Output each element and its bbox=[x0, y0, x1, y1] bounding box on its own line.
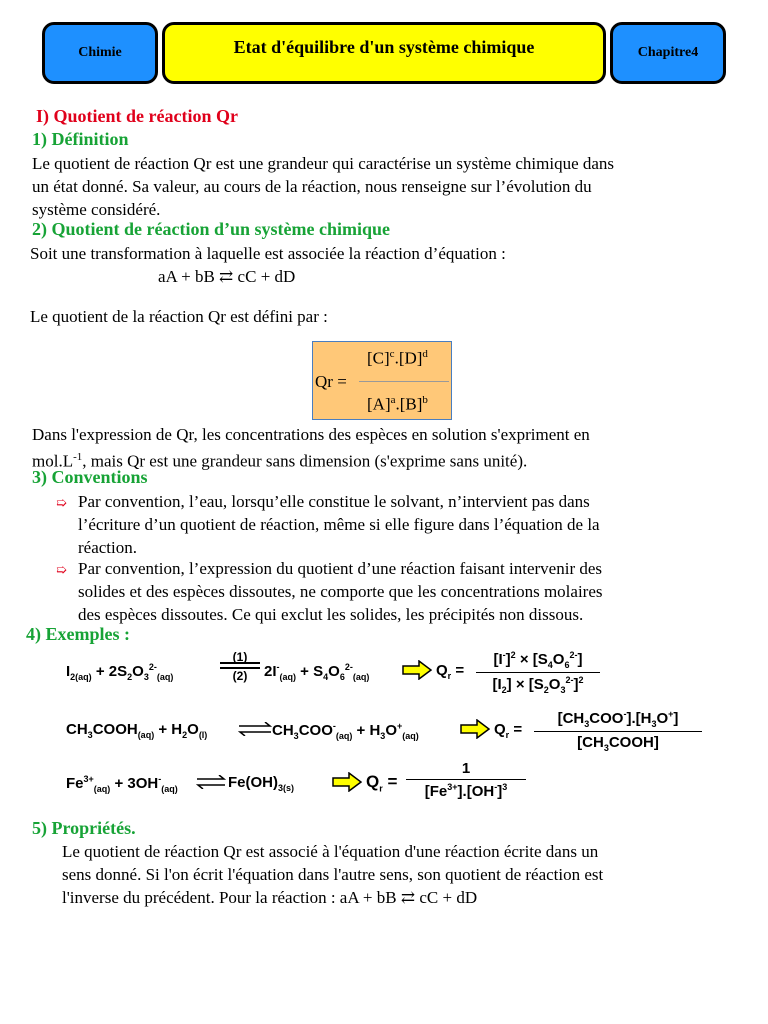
fraction-line bbox=[359, 381, 449, 382]
bullet-arrow-icon: ➯ bbox=[56, 562, 67, 577]
subsection-definition: 1) Définition bbox=[32, 129, 129, 149]
reaction-arrow: (1) (2) bbox=[220, 650, 260, 683]
equilibrium-arrow-icon bbox=[238, 722, 272, 740]
paragraph-line: l'inverse du précédent. Pour la réaction : aA + bB ⇄ cC + dD bbox=[62, 888, 478, 907]
qr-fraction: 1 $[Fe^{3+}].[OH^-]^3$ bbox=[406, 760, 526, 800]
bullet-arrow-icon: ➯ bbox=[56, 495, 67, 510]
yellow-arrow-icon bbox=[460, 719, 490, 743]
paragraph-line: $mol.L^{-1}$, mais Qr est une grandeur sans dimension (s'exprime sans unité). bbox=[32, 451, 528, 471]
bullet-convention-1: ➯ Par convention, l’eau, lorsqu’elle constitue le solvant, n’intervient pas dans bbox=[56, 490, 590, 514]
qr-fraction: $[CH_3COO^-].[H_3O^+]$ $[CH_3COOH]$ bbox=[534, 709, 702, 753]
subsection-examples: 4) Exemples : bbox=[26, 624, 130, 644]
qr-denominator: $[A]^a.[B]^b$ bbox=[367, 394, 428, 414]
qr-numerator: $[C]^c.[D]^d$ bbox=[367, 348, 428, 368]
qr-label: Qr = bbox=[315, 372, 347, 391]
qr-formula-box bbox=[312, 341, 452, 420]
paragraph-line: Le quotient de réaction Qr est associé à l'équation d'une réaction écrite dans un bbox=[62, 842, 599, 861]
paragraph-line: des espèces dissoutes. Ce qui exclut les solides, les précipités non dissous. bbox=[78, 605, 584, 624]
reaction-equation: aA + bB ⇄ cC + dD bbox=[158, 267, 296, 286]
section-title: I) Quotient de réaction Qr bbox=[36, 106, 238, 126]
qr-fraction: $[I^-]^2 \times [S_4O_6^{2-}]$ $[I_2] \times [S_2O_3^{2-}]^2$ bbox=[476, 650, 600, 695]
chapter-badge: Chapitre4 bbox=[610, 22, 726, 84]
equilibrium-arrow-icon bbox=[196, 775, 226, 793]
paragraph-line: Dans l'expression de Qr, les concentrations des espèces en solution s'expriment en bbox=[32, 425, 590, 444]
paragraph-line: Le quotient de la réaction Qr est défini par : bbox=[30, 307, 328, 326]
paragraph-line: l’écriture d’un quotient de réaction, même si elle figure dans l’équation de la bbox=[78, 515, 600, 534]
page-title: Etat d'équilibre d'un système chimique bbox=[162, 22, 606, 84]
subsection-properties: 5) Propriétés. bbox=[32, 818, 136, 838]
paragraph-line: Le quotient de réaction Qr est une grandeur qui caractérise un système chimique dans bbox=[32, 154, 615, 173]
paragraph-line: un état donné. Sa valeur, au cours de la réaction, nous renseigne sur l’évolution du bbox=[32, 177, 592, 196]
yellow-arrow-icon bbox=[332, 772, 362, 796]
subsection-quotient: 2) Quotient de réaction d’un système chimique bbox=[32, 219, 390, 239]
bullet-convention-2: ➯ Par convention, l’expression du quotient d’une réaction faisant intervenir des bbox=[56, 557, 602, 581]
subsection-conventions: 3) Conventions bbox=[32, 467, 148, 487]
header bbox=[42, 22, 726, 86]
paragraph-line: sens donné. Si l'on écrit l'équation dans l'autre sens, son quotient de réaction est bbox=[62, 865, 604, 884]
paragraph-line: réaction. bbox=[78, 538, 137, 557]
paragraph-line: Soit une transformation à laquelle est associée la réaction d’équation : bbox=[30, 244, 506, 263]
subject-badge: Chimie bbox=[42, 22, 158, 84]
paragraph-line: solides et des espèces dissoutes, ne comporte que les concentrations molaires bbox=[78, 582, 603, 601]
paragraph-line: système considéré. bbox=[32, 200, 161, 219]
yellow-arrow-icon bbox=[402, 660, 432, 684]
